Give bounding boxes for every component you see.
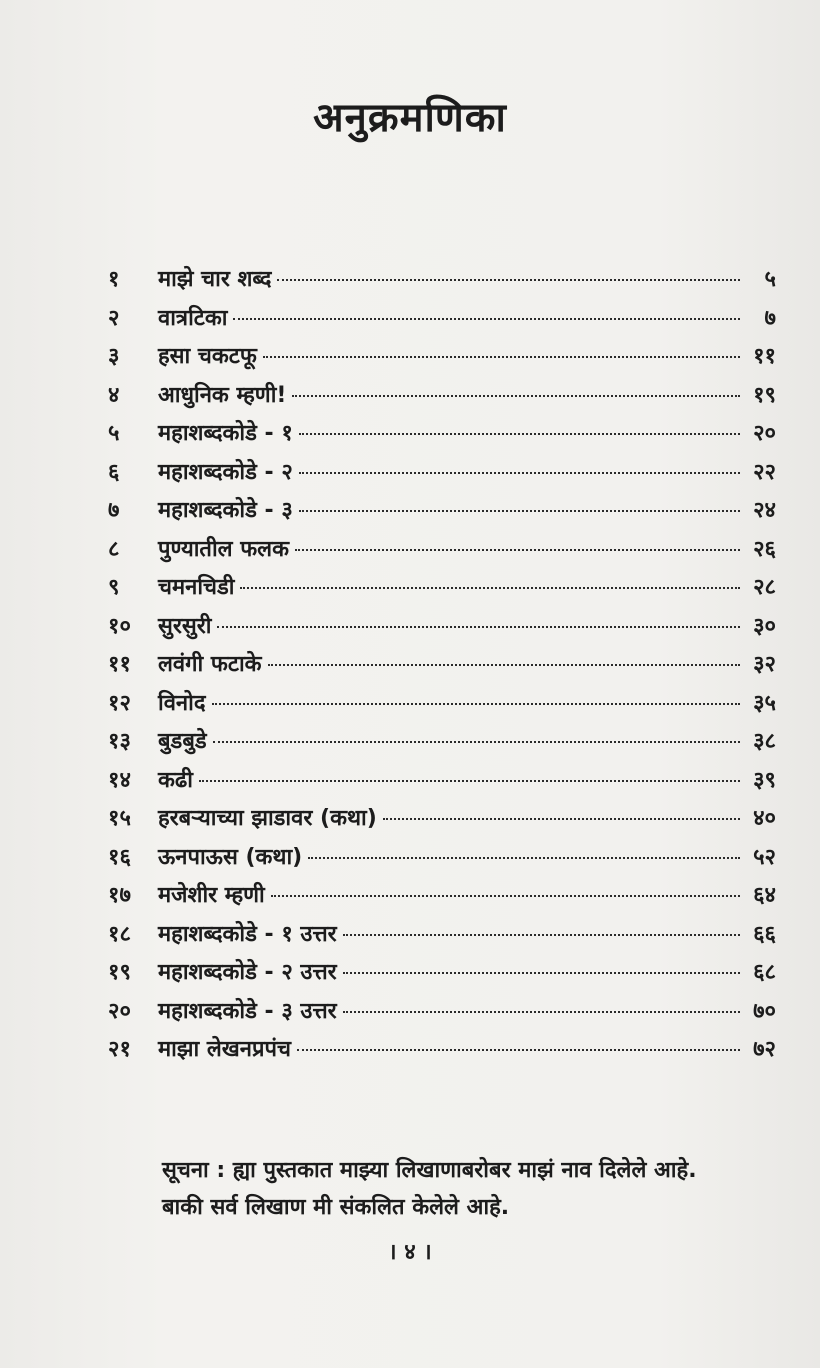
toc-entry-page: ११ — [753, 344, 776, 369]
toc-entry-page: ६८ — [753, 960, 776, 985]
dot-leader — [308, 857, 740, 859]
note-line-1: सूचना : ह्या पुस्तकात माझ्या लिखाणाबरोबर माझं नाव दिलेले आहे. — [162, 1158, 697, 1183]
toc-entry — [108, 879, 776, 918]
toc-entry-number: ५ — [108, 421, 120, 446]
toc-entry — [108, 302, 776, 341]
toc-entry-page: ७२ — [753, 1037, 776, 1062]
toc-entry-number: ६ — [108, 459, 120, 485]
toc-entry-title: मजेशीर म्हणी — [158, 883, 265, 908]
dot-leader — [199, 780, 740, 782]
toc-entry-title: महाशब्दकोडे - १ उत्तर — [158, 921, 337, 947]
toc-entry — [108, 494, 776, 533]
toc-entry — [108, 456, 776, 495]
toc-entry-title: सुरसुरी — [158, 613, 212, 639]
toc-entry — [108, 918, 776, 957]
dot-leader — [343, 1011, 740, 1013]
toc-entry — [108, 764, 776, 803]
toc-entry — [108, 995, 776, 1034]
toc-entry-title: चमनचिडी — [158, 575, 235, 600]
toc-entry-number: २० — [108, 998, 131, 1024]
toc-entry — [108, 610, 776, 649]
dot-leader — [299, 433, 740, 435]
dot-leader — [297, 1049, 740, 1051]
toc-entry-number: १२ — [108, 690, 131, 716]
dot-leader — [292, 395, 740, 397]
toc-entry-number: ११ — [108, 652, 131, 677]
dot-leader — [383, 818, 740, 820]
toc-entry-number: २ — [108, 305, 120, 331]
toc-entry-title: बुडबुडे — [158, 729, 207, 754]
toc-entry — [108, 956, 776, 995]
toc-entry-number: १५ — [108, 806, 131, 831]
note-line-2: बाकी सर्व लिखाण मी संकलित केलेले आहे. — [162, 1195, 510, 1220]
toc-entry-number: १३ — [108, 729, 131, 754]
toc-entry-page: २२ — [753, 459, 776, 485]
toc-entry-number: ७ — [108, 498, 120, 523]
toc-entry-page: ४० — [753, 806, 776, 831]
toc-entry-page: ५२ — [753, 844, 776, 870]
toc-entry — [108, 340, 776, 379]
toc-entry-number: १० — [108, 613, 131, 639]
dot-leader — [343, 934, 740, 936]
toc-entry-title: कढी — [158, 767, 193, 793]
toc-entry-page: २८ — [753, 575, 776, 600]
toc-entry-number: २१ — [108, 1037, 131, 1062]
toc-entry — [108, 648, 776, 687]
toc-entry — [108, 263, 776, 302]
toc-entry-number: १७ — [108, 883, 131, 908]
toc-entry — [108, 725, 776, 764]
toc-entry-number: ८ — [108, 536, 120, 562]
toc-entry-page: ३५ — [753, 690, 776, 716]
toc-entry-number: १६ — [108, 844, 131, 870]
toc-entry-page: ३९ — [753, 767, 776, 793]
page-number: । ४ । — [388, 1240, 432, 1265]
page-title: अनुक्रमणिका — [313, 95, 507, 141]
toc-entry-title: वात्रटिका — [158, 305, 228, 331]
toc-entry-number: १ — [108, 267, 120, 292]
toc-entry-page: ३० — [753, 613, 776, 639]
toc-entry-page: ७० — [753, 998, 776, 1024]
toc-entry-title: विनोद — [158, 690, 206, 716]
dot-leader — [299, 472, 740, 474]
dot-leader — [217, 626, 740, 628]
toc-entry-page: २० — [753, 421, 776, 446]
toc-entry-page: २४ — [753, 498, 776, 523]
toc-entry-page: ३२ — [753, 652, 776, 677]
toc-entry — [108, 379, 776, 418]
toc-entry-number: १८ — [108, 921, 131, 947]
toc-entry-number: १९ — [108, 960, 131, 985]
dot-leader — [233, 318, 740, 320]
toc-entry — [108, 571, 776, 610]
table-of-contents — [108, 263, 776, 1072]
dot-leader — [295, 549, 740, 551]
toc-entry-page: ६६ — [753, 921, 776, 947]
toc-entry-title: हसा चकटफू — [158, 344, 257, 369]
dot-leader — [343, 972, 740, 974]
dot-leader — [263, 356, 740, 358]
toc-entry-number: १४ — [108, 767, 131, 793]
dot-leader — [277, 279, 740, 281]
toc-entry-page: ३८ — [753, 729, 776, 754]
note — [162, 1152, 802, 1226]
toc-entry-page: ६४ — [753, 883, 776, 908]
toc-entry — [108, 1033, 776, 1072]
toc-entry — [108, 417, 776, 456]
toc-entry-title: आधुनिक म्हणी! — [158, 382, 287, 408]
toc-entry-title: ऊनपाऊस (कथा) — [158, 844, 303, 870]
toc-entry-title: लवंगी फटाके — [158, 652, 262, 677]
toc-entry — [108, 687, 776, 726]
toc-entry — [108, 533, 776, 572]
toc-entry-number: ४ — [108, 382, 120, 408]
toc-entry — [108, 841, 776, 880]
toc-entry-number: ९ — [108, 575, 120, 600]
toc-entry-title: महाशब्दकोडे - २ — [158, 459, 293, 485]
toc-entry-title: महाशब्दकोडे - २ उत्तर — [158, 960, 337, 985]
dot-leader — [212, 703, 740, 705]
toc-entry — [108, 802, 776, 841]
dot-leader — [268, 664, 740, 666]
toc-entry-title: हरबऱ्याच्या झाडावर (कथा) — [158, 806, 377, 831]
toc-entry-title: पुण्यातील फलक — [158, 536, 289, 562]
toc-entry-title: माझे चार शब्द — [158, 267, 272, 292]
toc-entry-number: ३ — [108, 344, 120, 369]
toc-entry-title: माझा लेखनप्रपंच — [158, 1037, 291, 1062]
dot-leader — [271, 895, 740, 897]
toc-entry-title: महाशब्दकोडे - १ — [158, 421, 293, 446]
toc-entry-page: ७ — [764, 305, 776, 331]
dot-leader — [299, 510, 740, 512]
toc-entry-page: ५ — [764, 267, 776, 292]
dot-leader — [240, 587, 740, 589]
toc-entry-page: १९ — [753, 382, 776, 408]
toc-entry-page: २६ — [753, 536, 776, 562]
toc-entry-title: महाशब्दकोडे - ३ उत्तर — [158, 998, 337, 1024]
dot-leader — [213, 741, 740, 743]
toc-entry-title: महाशब्दकोडे - ३ — [158, 498, 293, 523]
